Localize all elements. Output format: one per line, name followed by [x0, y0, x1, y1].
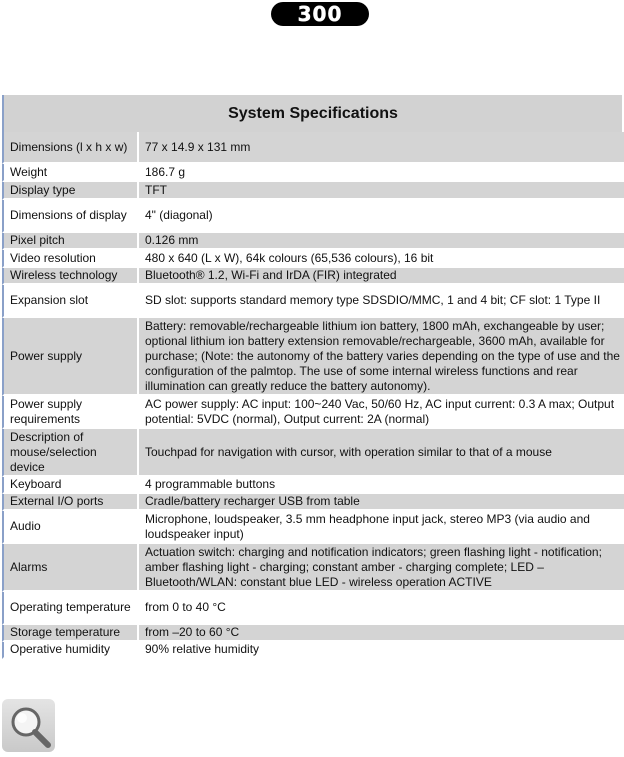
table-row: [2, 396, 624, 429]
table-row: [2, 285, 624, 318]
table-row: [2, 494, 624, 511]
row-label: Storage temperature: [2, 625, 137, 642]
row-label: Dimensions (l x h x w): [2, 132, 137, 164]
row-label: Alarms: [2, 544, 137, 592]
row-value: 4 programmable buttons: [137, 477, 624, 494]
row-label: Dimensions of display: [2, 200, 137, 233]
row-value: 4" (diagonal): [137, 200, 624, 233]
row-value: from 0 to 40 °C: [137, 592, 624, 625]
model-logo-text: 300: [297, 2, 343, 26]
row-label: Pixel pitch: [2, 233, 137, 250]
table-row: [2, 592, 624, 625]
table-title: System Specifications: [2, 95, 622, 132]
row-label: Weight: [2, 164, 137, 182]
row-value: 90% relative humidity: [137, 642, 624, 659]
table-row: [2, 642, 624, 659]
row-label: Description of mouse/selection device: [2, 429, 137, 477]
row-label: Power supply requirements: [2, 396, 137, 429]
row-value: SD slot: supports standard memory type SDSDIO/MMC, 1 and 4 bit; CF slot: 1 Type II: [137, 285, 624, 318]
row-value: from –20 to 60 °C: [137, 625, 624, 642]
table-row: [2, 200, 624, 233]
row-value: Bluetooth® 1.2, Wi-Fi and IrDA (FIR) integrated: [137, 268, 624, 285]
row-label: Audio: [2, 511, 137, 544]
row-value: Battery: removable/rechargeable lithium ion battery, 1800 mAh, exchangeable by user; optional lithium ion battery extension removable/rechargeable, 3600 mAh, available for purchase; (Note: the autonomy of the battery varies depending on the type of use and the configuration of the palmtop. The use of some internal wireless functions and rear illumination can greatly reduce the battery autonomy).: [137, 318, 624, 396]
row-label: Operative humidity: [2, 642, 137, 659]
table-row: [2, 132, 624, 164]
magnifier-glyph: [2, 699, 55, 752]
row-value: 480 x 640 (L x W), 64k colours (65,536 colours), 16 bit: [137, 250, 624, 268]
row-label: External I/O ports: [2, 494, 137, 511]
model-logo: [271, 2, 369, 26]
system-specifications-table: [2, 95, 622, 659]
row-value: 186.7 g: [137, 164, 624, 182]
table-row: [2, 233, 624, 250]
row-value: TFT: [137, 182, 624, 200]
table-row: [2, 164, 624, 182]
row-label: Operating temperature: [2, 592, 137, 625]
row-value: 0.126 mm: [137, 233, 624, 250]
row-label: Keyboard: [2, 477, 137, 494]
table-row: [2, 544, 624, 592]
table-row: [2, 268, 624, 285]
table-row: [2, 250, 624, 268]
table-row: [2, 511, 624, 544]
table-row: [2, 318, 624, 396]
row-value: AC power supply: AC input: 100~240 Vac, 50/60 Hz, AC input current: 0.3 A max; Output potential: 5VDC (normal), Output current: 2A (normal): [137, 396, 624, 429]
row-value: Touchpad for navigation with cursor, with operation similar to that of a mouse: [137, 429, 624, 477]
row-value: 77 x 14.9 x 131 mm: [137, 132, 624, 164]
row-label: Display type: [2, 182, 137, 200]
row-value: Cradle/battery recharger USB from table: [137, 494, 624, 511]
row-label: Video resolution: [2, 250, 137, 268]
spec-rows: [2, 132, 624, 659]
table-row: [2, 429, 624, 477]
table-row: [2, 182, 624, 200]
magnifier-icon: [2, 699, 55, 752]
row-label: Expansion slot: [2, 285, 137, 318]
table-row: [2, 477, 624, 494]
table-row: [2, 625, 624, 642]
row-value: Microphone, loudspeaker, 3.5 mm headphone input jack, stereo MP3 (via audio and loudspeaker input): [137, 511, 624, 544]
row-value: Actuation switch: charging and notification indicators; green flashing light - notification; amber flashing light - charging; constant amber - charging complete; LED – Bluetooth/WLAN: constant blue LED - wireless operation ACTIVE: [137, 544, 624, 592]
row-label: Wireless technology: [2, 268, 137, 285]
row-label: Power supply: [2, 318, 137, 396]
